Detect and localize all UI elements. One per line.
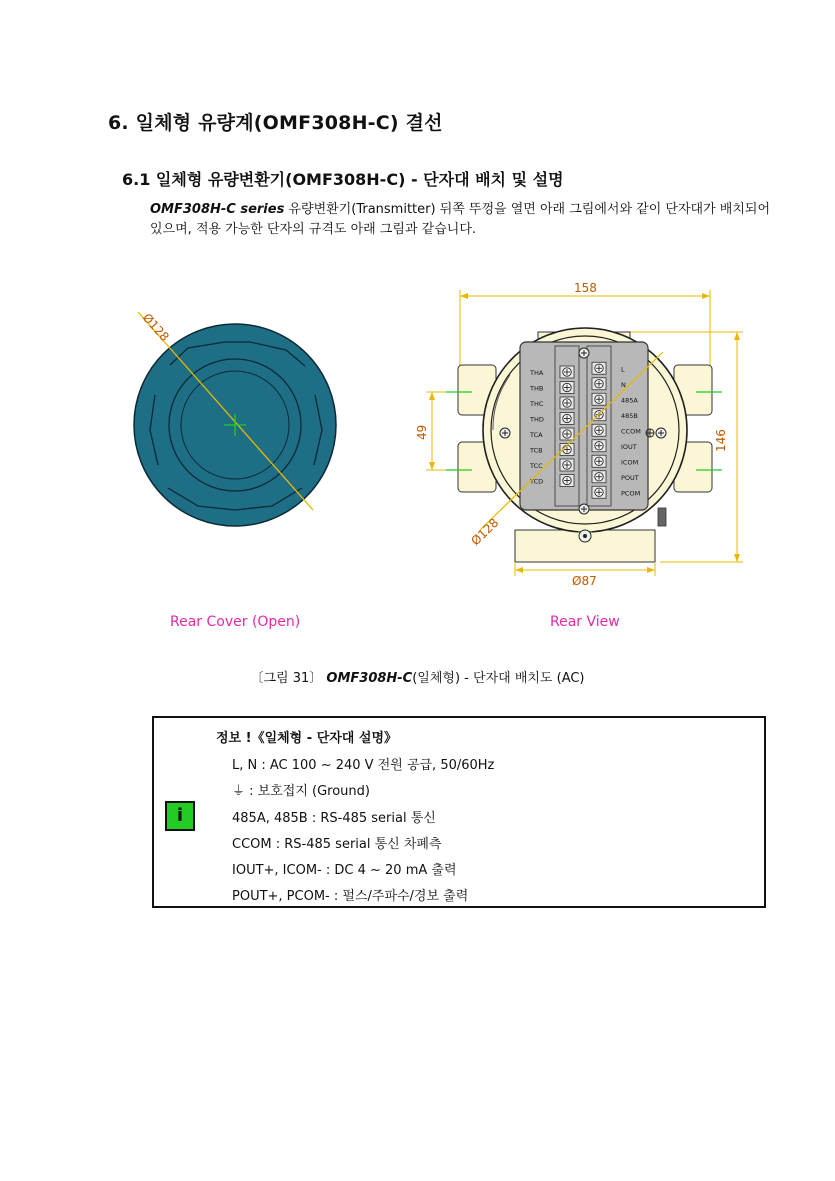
terminal-layout-figure <box>100 270 760 600</box>
caption-suffix: (일체형) - 단자대 배치도 (AC) <box>412 671 585 686</box>
section-heading: 6.1 일체형 유량변환기(OMF308H-C) - 단자대 배치 및 설명 <box>122 170 564 189</box>
terminal-left-label: THD <box>530 415 544 424</box>
info-box <box>152 716 766 908</box>
info-icon: i <box>165 801 195 831</box>
rear-cover-label: Rear Cover (Open) <box>170 614 301 630</box>
info-line-pout: POUT+, PCOM- : 펄스/주파수/경보 출력 <box>232 889 469 904</box>
terminal-right-label: 485B <box>621 411 638 420</box>
caption-model: OMF308H-C <box>326 671 413 686</box>
terminal-left-label: TCD <box>530 477 544 486</box>
rear-view-label: Rear View <box>550 614 620 630</box>
info-line-ground: ⏚ : 보호접지 (Ground) <box>232 784 370 799</box>
terminal-left-label: THC <box>530 400 544 408</box>
bottom-diameter-label: Ø87 <box>572 574 597 588</box>
terminal-right-label: IOUT <box>621 442 637 451</box>
intro-model: OMF308H-C series <box>150 202 285 217</box>
rear-cover-drawing <box>134 311 336 526</box>
rear-diameter-label: Ø128 <box>468 515 502 549</box>
rear-view-drawing <box>415 281 743 588</box>
terminal-right-label: L <box>621 365 625 374</box>
terminal-left-label: THB <box>530 384 544 393</box>
terminal-left-label: TCA <box>530 431 543 439</box>
terminal-right-label: POUT <box>621 473 639 482</box>
terminal-right-label: PCOM <box>621 489 641 498</box>
terminal-right-label: CCOM <box>621 427 641 436</box>
info-line-iout: IOUT+, ICOM- : DC 4 ~ 20 mA 출력 <box>232 863 457 878</box>
terminal-left-label: TCC <box>530 462 543 470</box>
height-label: 146 <box>714 429 728 452</box>
offset-label: 49 <box>415 424 429 440</box>
terminal-left-label: TCB <box>530 446 543 455</box>
terminal-right-label: N <box>621 380 626 389</box>
info-line-ccom: CCOM : RS-485 serial 통신 차폐측 <box>232 837 442 852</box>
info-line-power: L, N : AC 100 ~ 240 V 전원 공급, 50/60Hz <box>232 758 495 773</box>
terminal-right-label: ICOM <box>621 458 639 467</box>
caption-prefix: 〔그림 31〕 <box>250 671 323 686</box>
intro-text: 유량변환기(Transmitter) 뒤쪽 뚜껑을 열면 아래 그림에서와 같이 단자대가 배치되어 있으며, 적용 가능한 단자의 규격도 아래 그림과 같습니다. <box>150 202 771 237</box>
info-title: 정보 !《일체형 - 단자대 설명》 <box>216 731 398 746</box>
cover-diameter-label: Ø128 <box>139 310 172 345</box>
page-heading: 6. 일체형 유량계(OMF308H-C) 결선 <box>108 112 443 134</box>
figure-caption <box>0 667 835 686</box>
terminal-right-label: 485A <box>621 396 638 405</box>
width-label: 158 <box>574 281 597 295</box>
terminal-left-label: THA <box>530 369 544 377</box>
info-line-485: 485A, 485B : RS-485 serial 통신 <box>232 811 436 826</box>
intro-paragraph <box>150 200 780 240</box>
